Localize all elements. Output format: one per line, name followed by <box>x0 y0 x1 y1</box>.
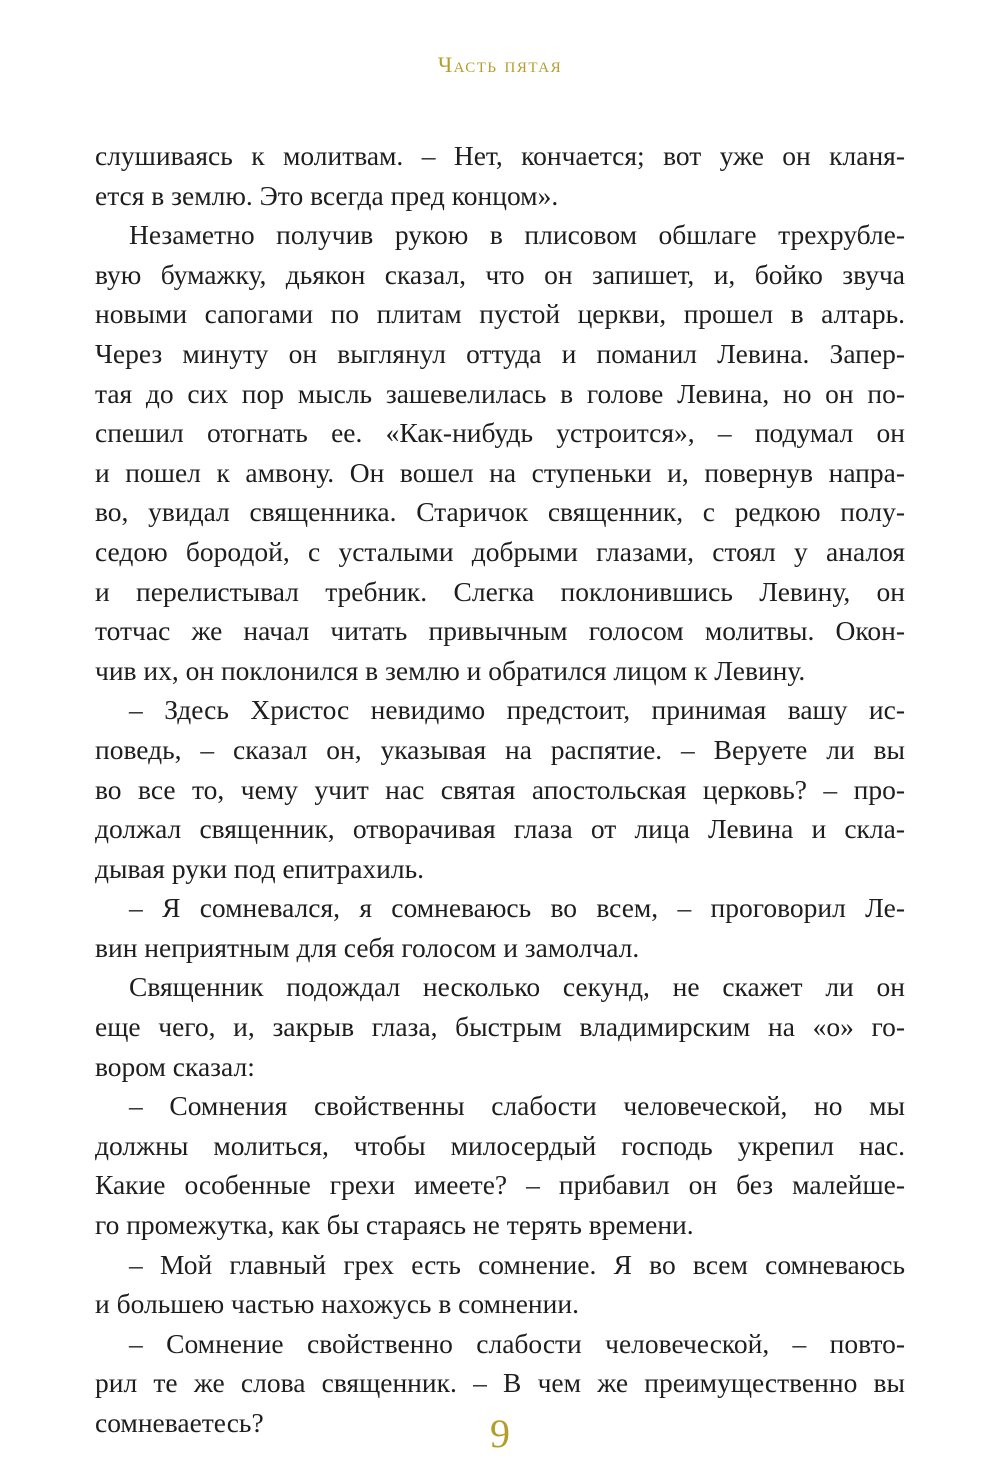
text-line: должал священник, отворачивая глаза от лица Левина и скла- <box>95 813 905 845</box>
text-line: дывая руки под епитрахиль. <box>95 852 425 884</box>
text-line: новыми сапогами по плитам пустой церкви, прошел в алтарь. <box>95 298 905 330</box>
text-line: еще чего, и, закрыв глаза, быстрым владимирским на «о» го- <box>95 1011 905 1043</box>
text-line: и большею частью нахожусь в сомнении. <box>95 1288 579 1320</box>
text-line: ется в землю. Это всегда пред концом». <box>95 179 559 211</box>
text-line: во, увидал священника. Старичок священник, с редкою полу- <box>95 496 905 528</box>
text-line: во все то, чему учит нас святая апостольская церковь? – про- <box>95 773 905 805</box>
text-line: слушиваясь к молитвам. – Нет, кончается; вот уже он кланя- <box>95 140 905 171</box>
text-line: седою бородой, с усталыми добрыми глазами, стоял у аналоя <box>95 535 905 567</box>
text-line: рил те же слова священник. – В чем же преимущественно вы <box>95 1367 905 1399</box>
text-line: тотчас же начал читать привычным голосом молитвы. Окон- <box>95 615 905 647</box>
text-line: Через минуту он выглянул оттуда и поманил Левина. Запер- <box>95 337 905 369</box>
text-line: го промежутка, как бы стараясь не терять времени. <box>95 1209 694 1241</box>
text-line: поведь, – сказал он, указывая на распятие. – Веруете ли вы <box>95 733 905 765</box>
text-line: чив их, он поклонился в землю и обратился лицом к Левину. <box>95 654 806 686</box>
text-line: тая до сих пор мысль зашевелилась в голове Левина, но он по- <box>95 377 905 409</box>
body-text <box>95 136 905 1443</box>
text-line: – Мой главный грех есть сомнение. Я во всем сомневаюсь <box>129 1248 905 1280</box>
text-line: – Здесь Христос невидимо предстоит, принимая вашу ис- <box>129 694 905 726</box>
running-header: Часть пятая <box>437 52 563 77</box>
text-line: вин неприятным для себя голосом и замолчал. <box>95 931 640 963</box>
text-line: Какие особенные грехи имеете? – прибавил он без малейше- <box>95 1169 905 1201</box>
text-line: сомневаетесь? <box>95 1407 264 1438</box>
text-line: и пошел к амвону. Он вошел на ступеньки и, повернув напра- <box>95 456 905 488</box>
text-line: – Сомнение свойственно слабости человеческой, – повто- <box>129 1327 905 1359</box>
text-line: – Я сомневался, я сомневаюсь во всем, – проговорил Ле- <box>129 892 905 924</box>
text-line: – Сомнения свойственны слабости человеческой, но мы <box>129 1090 905 1122</box>
text-line: должны молиться, чтобы милосердый господь укрепил нас. <box>95 1129 905 1161</box>
text-line: спешил отогнать ее. «Как-нибудь устроится», – подумал он <box>95 417 905 449</box>
text-line: Священник подождал несколько секунд, не скажет ли он <box>129 971 905 1003</box>
text-line: Незаметно получив рукою в плисовом обшлаге трехрубле- <box>129 219 905 251</box>
text-line: вором сказал: <box>95 1050 255 1082</box>
page-number: 9 <box>490 1411 510 1456</box>
text-line: и перелистывал требник. Слегка поклонившись Левину, он <box>95 575 905 607</box>
text-line: вую бумажку, дьякон сказал, что он запишет, и, бойко звуча <box>95 258 905 290</box>
